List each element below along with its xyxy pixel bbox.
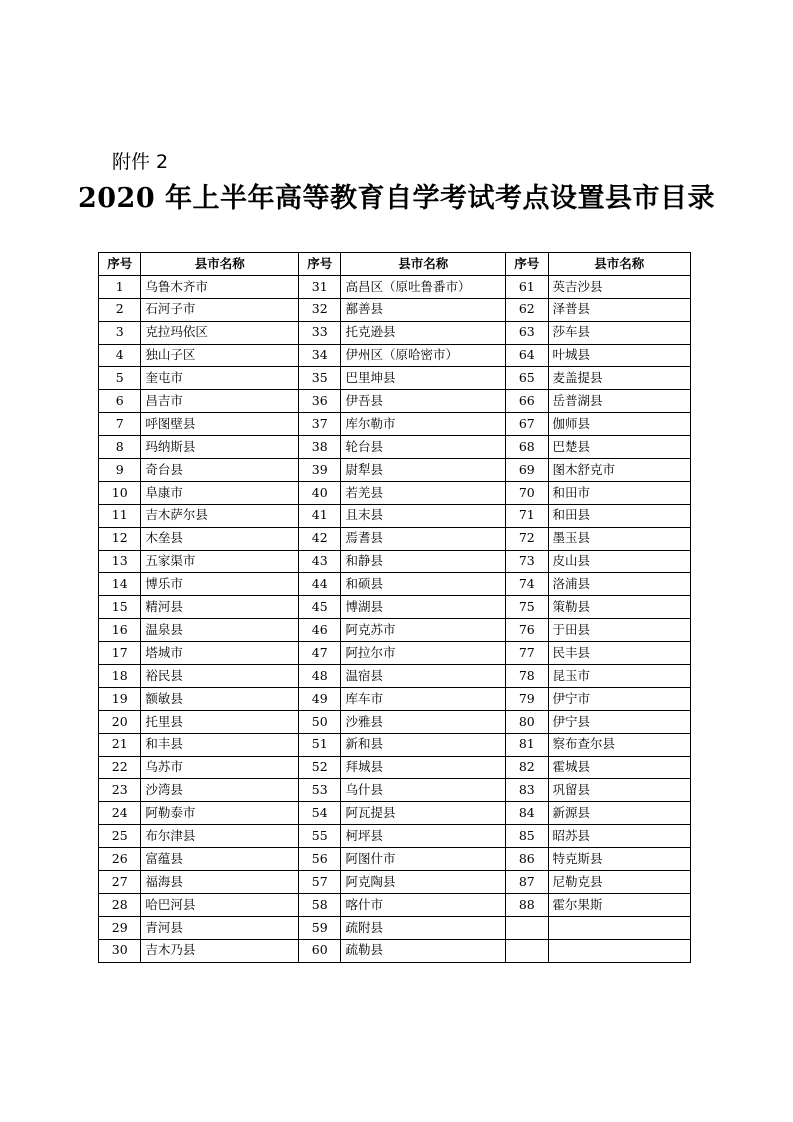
index-cell: 67 — [506, 413, 548, 436]
index-cell: 47 — [299, 642, 341, 665]
index-cell: 88 — [506, 893, 548, 916]
county-name-cell: 托克逊县 — [341, 321, 506, 344]
table-row — [99, 344, 691, 367]
county-name-cell: 乌什县 — [341, 779, 506, 802]
index-cell: 79 — [506, 687, 548, 710]
index-cell: 72 — [506, 527, 548, 550]
table-row — [99, 436, 691, 459]
index-cell: 81 — [506, 733, 548, 756]
table-row — [99, 390, 691, 413]
county-name-cell: 洛浦县 — [548, 573, 690, 596]
table-row — [99, 825, 691, 848]
table-row — [99, 733, 691, 756]
county-name-cell: 霍尔果斯 — [548, 893, 690, 916]
index-cell: 18 — [99, 665, 141, 688]
index-cell: 74 — [506, 573, 548, 596]
index-cell: 64 — [506, 344, 548, 367]
index-cell: 21 — [99, 733, 141, 756]
table-row — [99, 298, 691, 321]
document-title: 2020 年上半年高等教育自学考试考点设置县市目录 — [77, 183, 716, 214]
index-cell: 84 — [506, 802, 548, 825]
index-cell: 85 — [506, 825, 548, 848]
index-cell: 10 — [99, 481, 141, 504]
county-name-cell: 石河子市 — [141, 298, 299, 321]
index-cell: 59 — [299, 916, 341, 939]
county-name-cell — [548, 939, 690, 962]
index-cell: 48 — [299, 665, 341, 688]
table-row — [99, 550, 691, 573]
county-name-cell: 阿克陶县 — [341, 871, 506, 894]
index-cell: 2 — [99, 298, 141, 321]
county-name-cell: 和硕县 — [341, 573, 506, 596]
index-cell: 49 — [299, 687, 341, 710]
county-name-cell: 沙雅县 — [341, 710, 506, 733]
county-name-cell: 察布查尔县 — [548, 733, 690, 756]
index-cell: 76 — [506, 619, 548, 642]
index-cell: 3 — [99, 321, 141, 344]
county-name-cell: 巴里坤县 — [341, 367, 506, 390]
index-cell: 26 — [99, 848, 141, 871]
index-cell: 20 — [99, 710, 141, 733]
county-name-cell: 博乐市 — [141, 573, 299, 596]
index-cell: 57 — [299, 871, 341, 894]
table-row — [99, 596, 691, 619]
index-cell: 37 — [299, 413, 341, 436]
county-name-cell: 叶城县 — [548, 344, 690, 367]
index-cell: 80 — [506, 710, 548, 733]
table-row — [99, 573, 691, 596]
header-index-3: 序号 — [506, 253, 548, 276]
county-name-cell: 博湖县 — [341, 596, 506, 619]
county-name-cell: 新和县 — [341, 733, 506, 756]
index-cell: 52 — [299, 756, 341, 779]
table-row — [99, 848, 691, 871]
county-name-cell: 奎屯市 — [141, 367, 299, 390]
county-name-cell: 玛纳斯县 — [141, 436, 299, 459]
index-cell: 30 — [99, 939, 141, 962]
index-cell: 55 — [299, 825, 341, 848]
county-name-cell: 且末县 — [341, 504, 506, 527]
county-name-cell: 昭苏县 — [548, 825, 690, 848]
table-row — [99, 871, 691, 894]
index-cell: 62 — [506, 298, 548, 321]
county-name-cell: 裕民县 — [141, 665, 299, 688]
index-cell: 66 — [506, 390, 548, 413]
table-row — [99, 916, 691, 939]
county-name-cell: 岳普湖县 — [548, 390, 690, 413]
county-name-cell: 民丰县 — [548, 642, 690, 665]
index-cell: 4 — [99, 344, 141, 367]
index-cell: 46 — [299, 619, 341, 642]
table-row — [99, 367, 691, 390]
index-cell: 7 — [99, 413, 141, 436]
county-name-cell: 沙湾县 — [141, 779, 299, 802]
header-index-1: 序号 — [99, 253, 141, 276]
table-row — [99, 619, 691, 642]
table-row — [99, 481, 691, 504]
index-cell: 39 — [299, 459, 341, 482]
index-cell: 32 — [299, 298, 341, 321]
table-row — [99, 939, 691, 962]
index-cell: 29 — [99, 916, 141, 939]
table-row — [99, 459, 691, 482]
index-cell: 44 — [299, 573, 341, 596]
table-row — [99, 527, 691, 550]
county-name-cell — [548, 916, 690, 939]
county-name-cell: 伊宁县 — [548, 710, 690, 733]
county-name-cell: 霍城县 — [548, 756, 690, 779]
county-name-cell: 独山子区 — [141, 344, 299, 367]
county-name-cell: 鄯善县 — [341, 298, 506, 321]
index-cell: 70 — [506, 481, 548, 504]
index-cell: 28 — [99, 893, 141, 916]
county-city-table — [98, 252, 691, 963]
table-row — [99, 504, 691, 527]
county-name-cell: 特克斯县 — [548, 848, 690, 871]
county-name-cell: 巩留县 — [548, 779, 690, 802]
index-cell: 35 — [299, 367, 341, 390]
index-cell: 5 — [99, 367, 141, 390]
county-name-cell: 阿拉尔市 — [341, 642, 506, 665]
index-cell: 73 — [506, 550, 548, 573]
index-cell: 86 — [506, 848, 548, 871]
index-cell — [506, 939, 548, 962]
index-cell: 40 — [299, 481, 341, 504]
county-name-cell: 于田县 — [548, 619, 690, 642]
county-name-cell: 喀什市 — [341, 893, 506, 916]
table-row — [99, 779, 691, 802]
index-cell: 36 — [299, 390, 341, 413]
index-cell: 58 — [299, 893, 341, 916]
index-cell: 23 — [99, 779, 141, 802]
county-name-cell: 和丰县 — [141, 733, 299, 756]
county-name-cell: 昆玉市 — [548, 665, 690, 688]
attachment-label: 附件 2 — [112, 151, 169, 173]
index-cell: 45 — [299, 596, 341, 619]
county-name-cell: 疏附县 — [341, 916, 506, 939]
table-row — [99, 275, 691, 298]
index-cell: 13 — [99, 550, 141, 573]
index-cell: 75 — [506, 596, 548, 619]
index-cell: 43 — [299, 550, 341, 573]
index-cell: 51 — [299, 733, 341, 756]
county-name-cell: 若羌县 — [341, 481, 506, 504]
county-name-cell: 布尔津县 — [141, 825, 299, 848]
index-cell: 27 — [99, 871, 141, 894]
index-cell: 41 — [299, 504, 341, 527]
county-name-cell: 奇台县 — [141, 459, 299, 482]
index-cell: 25 — [99, 825, 141, 848]
index-cell: 24 — [99, 802, 141, 825]
county-name-cell: 塔城市 — [141, 642, 299, 665]
index-cell: 87 — [506, 871, 548, 894]
county-name-cell: 和静县 — [341, 550, 506, 573]
index-cell: 53 — [299, 779, 341, 802]
county-name-cell: 哈巴河县 — [141, 893, 299, 916]
index-cell: 83 — [506, 779, 548, 802]
index-cell: 15 — [99, 596, 141, 619]
county-name-cell: 英吉沙县 — [548, 275, 690, 298]
index-cell: 31 — [299, 275, 341, 298]
table-row — [99, 413, 691, 436]
county-name-cell: 托里县 — [141, 710, 299, 733]
county-name-cell: 福海县 — [141, 871, 299, 894]
county-name-cell: 乌苏市 — [141, 756, 299, 779]
county-name-cell: 昌吉市 — [141, 390, 299, 413]
county-name-cell: 伊吾县 — [341, 390, 506, 413]
county-name-cell: 尉犁县 — [341, 459, 506, 482]
table-row — [99, 802, 691, 825]
county-name-cell: 莎车县 — [548, 321, 690, 344]
table-row — [99, 710, 691, 733]
county-name-cell: 温泉县 — [141, 619, 299, 642]
table-row — [99, 687, 691, 710]
index-cell: 9 — [99, 459, 141, 482]
index-cell: 63 — [506, 321, 548, 344]
county-name-cell: 阿克苏市 — [341, 619, 506, 642]
county-name-cell: 克拉玛依区 — [141, 321, 299, 344]
county-name-cell: 五家渠市 — [141, 550, 299, 573]
index-cell: 82 — [506, 756, 548, 779]
county-name-cell: 乌鲁木齐市 — [141, 275, 299, 298]
table-row — [99, 756, 691, 779]
index-cell: 11 — [99, 504, 141, 527]
county-name-cell: 库车市 — [341, 687, 506, 710]
county-name-cell: 巴楚县 — [548, 436, 690, 459]
county-name-cell: 拜城县 — [341, 756, 506, 779]
table-header-row — [99, 253, 691, 276]
index-cell: 61 — [506, 275, 548, 298]
index-cell: 14 — [99, 573, 141, 596]
header-name-2: 县市名称 — [341, 253, 506, 276]
index-cell: 50 — [299, 710, 341, 733]
county-name-cell: 焉耆县 — [341, 527, 506, 550]
index-cell: 42 — [299, 527, 341, 550]
index-cell: 16 — [99, 619, 141, 642]
county-name-cell: 柯坪县 — [341, 825, 506, 848]
index-cell: 60 — [299, 939, 341, 962]
header-name-1: 县市名称 — [141, 253, 299, 276]
index-cell: 19 — [99, 687, 141, 710]
county-name-cell: 库尔勒市 — [341, 413, 506, 436]
index-cell: 17 — [99, 642, 141, 665]
index-cell: 6 — [99, 390, 141, 413]
county-name-cell: 额敏县 — [141, 687, 299, 710]
index-cell: 33 — [299, 321, 341, 344]
county-name-cell: 呼图壁县 — [141, 413, 299, 436]
index-cell: 69 — [506, 459, 548, 482]
index-cell — [506, 916, 548, 939]
index-cell: 12 — [99, 527, 141, 550]
table-row — [99, 321, 691, 344]
county-name-cell: 麦盖提县 — [548, 367, 690, 390]
county-name-cell: 温宿县 — [341, 665, 506, 688]
county-name-cell: 和田市 — [548, 481, 690, 504]
header-index-2: 序号 — [299, 253, 341, 276]
index-cell: 65 — [506, 367, 548, 390]
county-name-cell: 图木舒克市 — [548, 459, 690, 482]
index-cell: 54 — [299, 802, 341, 825]
county-name-cell: 木垒县 — [141, 527, 299, 550]
table-row — [99, 893, 691, 916]
county-name-cell: 墨玉县 — [548, 527, 690, 550]
index-cell: 34 — [299, 344, 341, 367]
index-cell: 8 — [99, 436, 141, 459]
county-name-cell: 阿瓦提县 — [341, 802, 506, 825]
county-name-cell: 伊宁市 — [548, 687, 690, 710]
header-name-3: 县市名称 — [548, 253, 690, 276]
county-name-cell: 阿勒泰市 — [141, 802, 299, 825]
county-name-cell: 富蕴县 — [141, 848, 299, 871]
index-cell: 22 — [99, 756, 141, 779]
table-row — [99, 665, 691, 688]
county-name-cell: 疏勒县 — [341, 939, 506, 962]
county-name-cell: 青河县 — [141, 916, 299, 939]
county-name-cell: 吉木乃县 — [141, 939, 299, 962]
county-name-cell: 伊州区（原哈密市） — [341, 344, 506, 367]
county-name-cell: 吉木萨尔县 — [141, 504, 299, 527]
index-cell: 78 — [506, 665, 548, 688]
county-name-cell: 新源县 — [548, 802, 690, 825]
county-name-cell: 尼勒克县 — [548, 871, 690, 894]
index-cell: 71 — [506, 504, 548, 527]
index-cell: 77 — [506, 642, 548, 665]
county-name-cell: 策勒县 — [548, 596, 690, 619]
index-cell: 38 — [299, 436, 341, 459]
table-row — [99, 642, 691, 665]
county-name-cell: 泽普县 — [548, 298, 690, 321]
index-cell: 68 — [506, 436, 548, 459]
county-name-cell: 皮山县 — [548, 550, 690, 573]
county-name-cell: 阜康市 — [141, 481, 299, 504]
county-name-cell: 伽师县 — [548, 413, 690, 436]
index-cell: 1 — [99, 275, 141, 298]
table-body — [99, 275, 691, 962]
county-name-cell: 高昌区（原吐鲁番市） — [341, 275, 506, 298]
county-name-cell: 轮台县 — [341, 436, 506, 459]
county-name-cell: 阿图什市 — [341, 848, 506, 871]
county-name-cell: 精河县 — [141, 596, 299, 619]
index-cell: 56 — [299, 848, 341, 871]
county-name-cell: 和田县 — [548, 504, 690, 527]
